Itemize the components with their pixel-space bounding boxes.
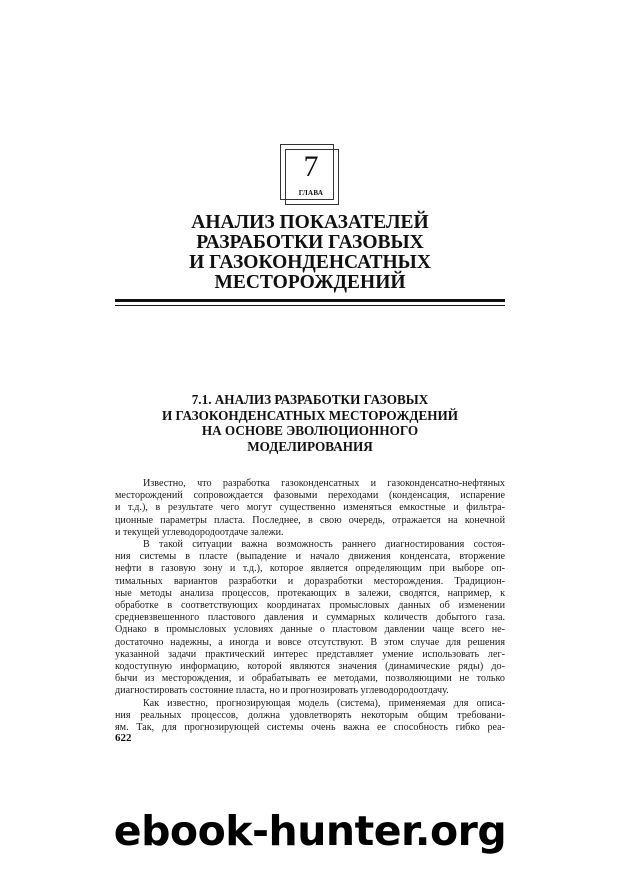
chapter-title-line: МЕСТОРОЖДЕНИЙ	[214, 272, 406, 293]
body-text	[115, 478, 505, 734]
section-title-line: И ГАЗОКОНДЕНСАТНЫХ МЕСТОРОЖДЕНИЙ	[161, 407, 459, 423]
section-title-line: МОДЕЛИРОВАНИЯ	[247, 438, 373, 454]
chapter-title-line: И ГАЗОКОНДЕНСАТНЫХ	[189, 252, 431, 273]
chapter-title-line: АНАЛИЗ ПОКАЗАТЕЛЕЙ	[191, 212, 429, 233]
section-title	[110, 392, 510, 454]
text-line: достаточно надежны, а иногда и вовсе отсутствуют. В этом случае для решения	[115, 636, 505, 648]
text-line: Как известно, прогнозирующая модель (система), применяемая для описа-	[143, 697, 505, 709]
text-line: указанной задачи практический интерес представляет умение использовать лег-	[115, 648, 505, 660]
text-line: и т.д.), в результате чего могут существенно изменяться емкостные и фильтра-	[115, 502, 505, 514]
page-number: 622	[115, 732, 132, 744]
chapter-badge	[280, 144, 340, 206]
title-rule-thick	[115, 299, 505, 302]
section-title-line: НА ОСНОВЕ ЭВОЛЮЦИОННОГО	[201, 423, 419, 438]
text-line: В такой ситуации важна возможность раннего диагностирования состоя-	[143, 539, 505, 551]
text-line: ям. Так, для прогнозирующей системы очень важна ее способность гибко реа-	[115, 722, 505, 734]
section-title-line: 7.1. АНАЛИЗ РАЗРАБОТКИ ГАЗОВЫХ	[191, 392, 429, 407]
text-line: средневзвешенного пластового давления и суммарных количеств добытого газа.	[115, 612, 505, 624]
chapter-title-line: РАЗРАБОТКИ ГАЗОВЫХ	[196, 232, 424, 253]
text-line: и текущей углеводородоотдаче залежи.	[115, 526, 284, 538]
chapter-title	[150, 213, 470, 293]
chapter-number: 7	[303, 150, 319, 183]
text-line: ния системы в пласте (выпадение и начало движения конденсата, вторжение	[115, 551, 505, 563]
text-line: нефти в газовую зону и т.д.), которое является определяющим при выборе оп-	[115, 563, 505, 575]
watermark: ebook-hunter.org	[113, 807, 507, 855]
text-line: тимальных вариантов разработки и доразработки месторождения. Традицион-	[115, 575, 505, 587]
title-rule-thin	[115, 305, 505, 306]
text-line: бычи из месторождения, и обрабатывать ее методами, позволяющими не только	[115, 673, 505, 685]
text-line: ные методы анализа процессов, протекающих в залежи, сводятся, например, к	[115, 587, 505, 599]
text-line: Известно, что разработка газоконденсатных и газоконденсатно-нефтяных	[143, 478, 505, 489]
text-line: месторождений сопровождается фазовыми переходами (конденсация, испарение	[115, 490, 505, 502]
text-line: кодоступную информацию, которой являются значения (динамические ряды) до-	[115, 661, 505, 673]
text-line: ния реальных процессов, должна удовлетворять некоторым общим требовани-	[115, 709, 505, 721]
text-line: ционные параметры пласта. Последнее, в свою очередь, отражается на конечной	[115, 514, 505, 526]
text-line: обработке в соответствующих координатах промысловых данных об изменении	[115, 600, 505, 612]
text-line: Однако в промысловых условиях данные о пластовом давлении чаще всего не-	[115, 624, 505, 636]
text-line: диагностировать состояние пласта, но и прогнозировать углеводородоотдачу.	[115, 685, 449, 697]
chapter-label: ГЛАВА	[298, 189, 324, 197]
